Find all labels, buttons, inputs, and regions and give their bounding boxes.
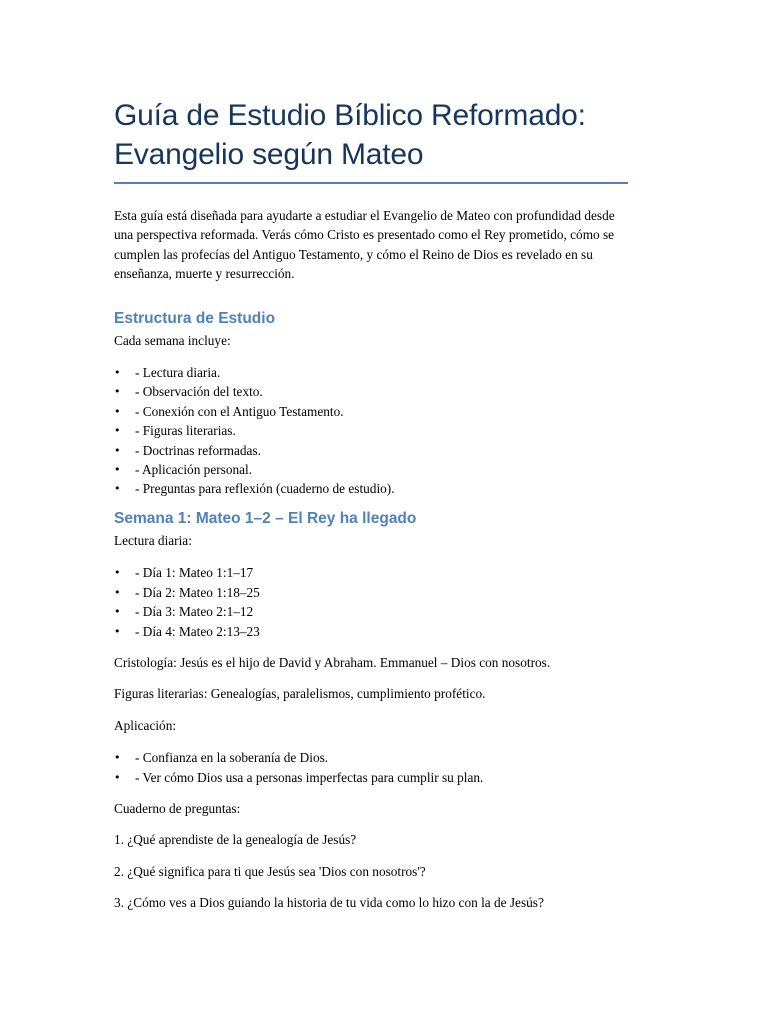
list-item: • - Día 2: Mateo 1:18–25: [114, 583, 630, 602]
bullet-icon: •: [114, 443, 121, 457]
title-line-2: Evangelio según Mateo: [114, 138, 424, 171]
bullet-icon: •: [114, 585, 121, 599]
list-item: • - Aplicación personal.: [114, 460, 630, 479]
list-item: • - Ver cómo Dios usa a personas imperfectas para cumplir su plan.: [114, 768, 630, 787]
list-item: • - Día 4: Mateo 2:13–23: [114, 622, 630, 641]
bullet-icon: •: [114, 463, 121, 477]
pregunta-3: 3. ¿Cómo ves a Dios guiando la historia de tu vida como lo hizo con la de Jesús?: [114, 895, 544, 911]
heading-semana-1: Semana 1: Mateo 1–2 – El Rey ha llegado: [114, 509, 417, 527]
bullet-icon: •: [114, 424, 121, 438]
title-line-1: Guía de Estudio Bíblico Reformado:: [114, 99, 586, 132]
list-item: • - Observación del texto.: [114, 382, 630, 401]
bullet-icon: •: [114, 482, 121, 496]
intro-paragraph: Esta guía está diseñada para ayudarte a estudiar el Evangelio de Mateo con profundidad desde una perspectiva reformada. Verás cómo Cristo es presentado como el Rey prometido, cómo se cumplen las profecías del Antiguo Testamento, y cómo el Reino de Dios es revelado en su enseñanza, muerte y resurrección.: [114, 208, 615, 282]
document-body: [114, 96, 630, 913]
bullet-icon: •: [114, 605, 121, 619]
estructura-lead: Cada semana incluye:: [114, 332, 231, 348]
title-underline: [114, 182, 628, 184]
bullet-icon: •: [114, 624, 121, 638]
list-item: • - Conexión con el Antiguo Testamento.: [114, 402, 630, 421]
estructura-list: [114, 363, 630, 499]
document-title: [114, 96, 630, 174]
bullet-icon: •: [114, 366, 121, 380]
list-item: • - Día 1: Mateo 1:1–17: [114, 563, 630, 582]
bullet-icon: •: [114, 751, 121, 765]
list-item: • - Preguntas para reflexión (cuaderno de estudio).: [114, 479, 630, 498]
aplicacion-list: [114, 748, 630, 787]
cristologia-paragraph: Cristología: Jesús es el hijo de David y Abraham. Emmanuel – Dios con nosotros.: [114, 654, 551, 670]
list-item: • - Día 3: Mateo 2:1–12: [114, 602, 630, 621]
pregunta-1: 1. ¿Qué aprendiste de la genealogía de Jesús?: [114, 832, 357, 848]
bullet-icon: •: [114, 770, 121, 784]
list-item: • - Lectura diaria.: [114, 363, 630, 382]
bullet-icon: •: [114, 566, 121, 580]
list-item: • - Confianza en la soberanía de Dios.: [114, 748, 630, 767]
lectura-label: Lectura diaria:: [114, 532, 192, 548]
figuras-paragraph: Figuras literarias: Genealogías, paralelismos, cumplimiento profético.: [114, 686, 486, 702]
aplicacion-label: Aplicación:: [114, 717, 177, 733]
list-item: • - Figuras literarias.: [114, 421, 630, 440]
list-item: • - Doctrinas reformadas.: [114, 441, 630, 460]
heading-estructura: Estructura de Estudio: [114, 309, 276, 327]
bullet-icon: •: [114, 385, 121, 399]
bullet-icon: •: [114, 404, 121, 418]
lectura-list: [114, 563, 630, 641]
cuaderno-label: Cuaderno de preguntas:: [114, 800, 241, 816]
pregunta-2: 2. ¿Qué significa para ti que Jesús sea 'Dios con nosotros'?: [114, 863, 426, 879]
